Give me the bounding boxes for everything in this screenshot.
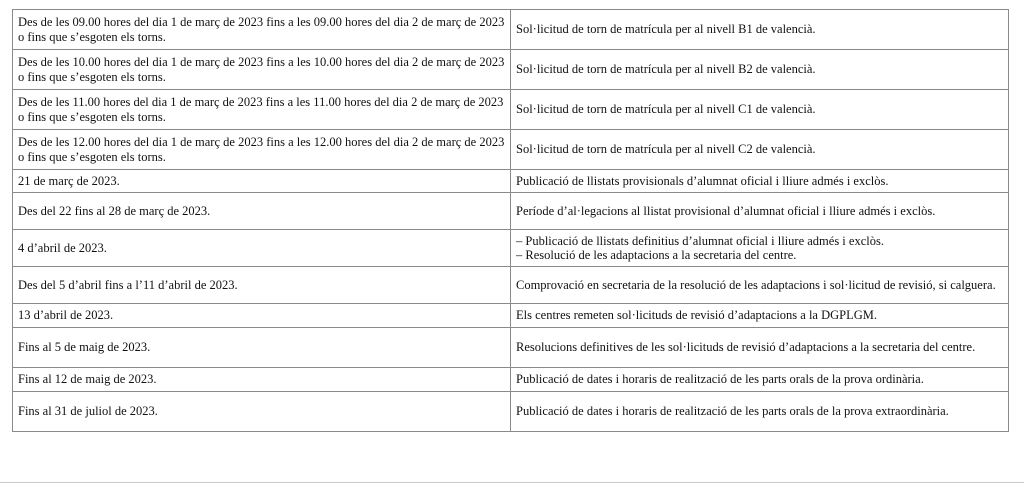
description-cell <box>511 230 1009 267</box>
description-cell: Sol·licitud de torn de matrícula per al nivell C2 de valencià. <box>511 130 1009 170</box>
table-row <box>13 193 1009 230</box>
description-cell: Publicació de llistats provisionals d’alumnat oficial i lliure admés i exclòs. <box>511 170 1009 193</box>
date-cell: Des del 5 d’abril fins a l’11 d’abril de 2023. <box>13 267 511 304</box>
description-cell: Sol·licitud de torn de matrícula per al nivell B1 de valencià. <box>511 10 1009 50</box>
date-cell: Des de les 12.00 hores del dia 1 de març de 2023 fins a les 12.00 hores del dia 2 de març de 2023 o fins que s’esgoten els torns. <box>13 130 511 170</box>
date-cell: Des del 22 fins al 28 de març de 2023. <box>13 193 511 230</box>
description-cell: Període d’al·legacions al llistat provisional d’alumnat oficial i lliure admés i exclòs. <box>511 193 1009 230</box>
date-cell: Des de les 09.00 hores del dia 1 de març de 2023 fins a les 09.00 hores del dia 2 de març de 2023 o fins que s’esgoten els torns. <box>13 10 511 50</box>
date-cell: 4 d’abril de 2023. <box>13 230 511 267</box>
table-row <box>13 368 1009 392</box>
table-row <box>13 10 1009 50</box>
table-row <box>13 267 1009 304</box>
date-cell: Fins al 5 de maig de 2023. <box>13 328 511 368</box>
description-cell: Resolucions definitives de les sol·licituds de revisió d’adaptacions a la secretaria del centre. <box>511 328 1009 368</box>
description-cell: Sol·licitud de torn de matrícula per al nivell C1 de valencià. <box>511 90 1009 130</box>
date-cell: 21 de març de 2023. <box>13 170 511 193</box>
description-cell: Els centres remeten sol·licituds de revisió d’adaptacions a la DGPLGM. <box>511 304 1009 328</box>
table-row <box>13 90 1009 130</box>
date-cell: Fins al 12 de maig de 2023. <box>13 368 511 392</box>
date-cell: Fins al 31 de juliol de 2023. <box>13 392 511 432</box>
page-divider <box>0 482 1024 483</box>
schedule-table <box>12 9 1009 432</box>
description-cell: Publicació de dates i horaris de realització de les parts orals de la prova ordinària. <box>511 368 1009 392</box>
table-row <box>13 304 1009 328</box>
table-row <box>13 392 1009 432</box>
table-row <box>13 50 1009 90</box>
date-cell: Des de les 10.00 hores del dia 1 de març de 2023 fins a les 10.00 hores del dia 2 de març de 2023 o fins que s’esgoten els torns. <box>13 50 511 90</box>
table-row <box>13 170 1009 193</box>
table-row <box>13 130 1009 170</box>
description-line: – Resolució de les adaptacions a la secretaria del centre. <box>516 248 797 262</box>
table-row <box>13 328 1009 368</box>
description-line: – Publicació de llistats definitius d’alumnat oficial i lliure admés i exclòs. <box>516 233 884 248</box>
description-cell: Publicació de dates i horaris de realització de les parts orals de la prova extraordinària. <box>511 392 1009 432</box>
description-cell: Comprovació en secretaria de la resolució de les adaptacions i sol·licitud de revisió, si calguera. <box>511 267 1009 304</box>
description-cell: Sol·licitud de torn de matrícula per al nivell B2 de valencià. <box>511 50 1009 90</box>
table-row <box>13 230 1009 267</box>
date-cell: 13 d’abril de 2023. <box>13 304 511 328</box>
date-cell: Des de les 11.00 hores del dia 1 de març de 2023 fins a les 11.00 hores del dia 2 de març de 2023 o fins que s’esgoten els torns. <box>13 90 511 130</box>
